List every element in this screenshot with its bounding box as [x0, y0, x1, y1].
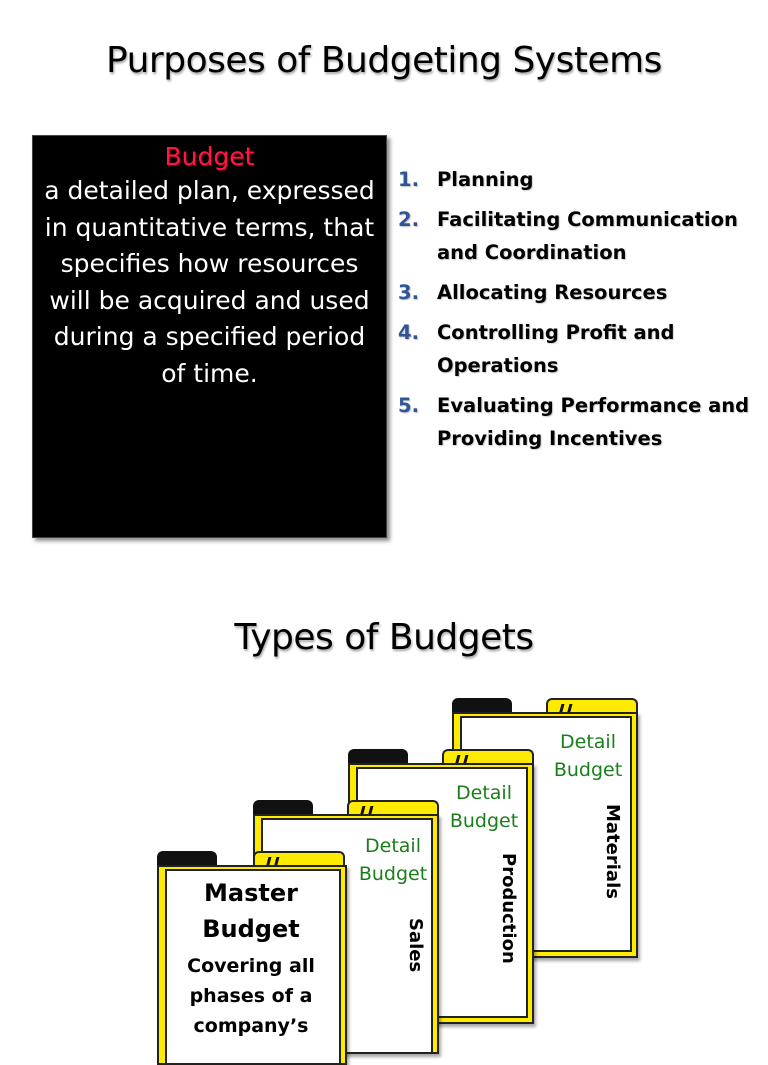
list-item	[398, 163, 758, 196]
folder-side-label: Sales	[405, 918, 426, 973]
list-text: Controlling Profit and Operations	[437, 321, 675, 377]
folder-side-label: Production	[498, 853, 519, 964]
list-item	[398, 316, 758, 382]
list-text: Allocating Resources	[437, 281, 668, 304]
list-number: 1.	[398, 168, 419, 191]
folder-master	[157, 851, 347, 1037]
definition-text: a detailed plan, expressed in quantitative terms, that specifies how resources will be acquired and used during a specified period of time.	[44, 176, 375, 388]
list-number: 4.	[398, 321, 419, 344]
list-number: 5.	[398, 394, 419, 417]
definition-term: Budget	[164, 142, 255, 171]
master-budget-description: Covering all phases of a company’s	[187, 955, 315, 1037]
slide-title: Types of Budgets	[234, 617, 534, 658]
purpose-list	[398, 163, 758, 462]
folder-side-label: Materials	[602, 804, 623, 899]
detail-budget-label: Detail Budget	[358, 835, 428, 885]
list-text: Facilitating Communication and Coordination	[437, 208, 738, 264]
list-item	[398, 276, 758, 309]
detail-budget-label: Detail Budget	[553, 731, 623, 781]
master-budget-title: Master Budget	[202, 879, 300, 943]
list-item	[398, 389, 758, 455]
list-number: 3.	[398, 281, 419, 304]
detail-budget-label: Detail Budget	[449, 782, 519, 832]
definition-box	[32, 135, 387, 538]
list-text: Evaluating Performance and Providing Incentives	[437, 394, 750, 450]
list-number: 2.	[398, 208, 419, 231]
slide-title: Purposes of Budgeting Systems	[106, 40, 662, 81]
list-text: Planning	[437, 168, 534, 191]
list-item	[398, 203, 758, 269]
